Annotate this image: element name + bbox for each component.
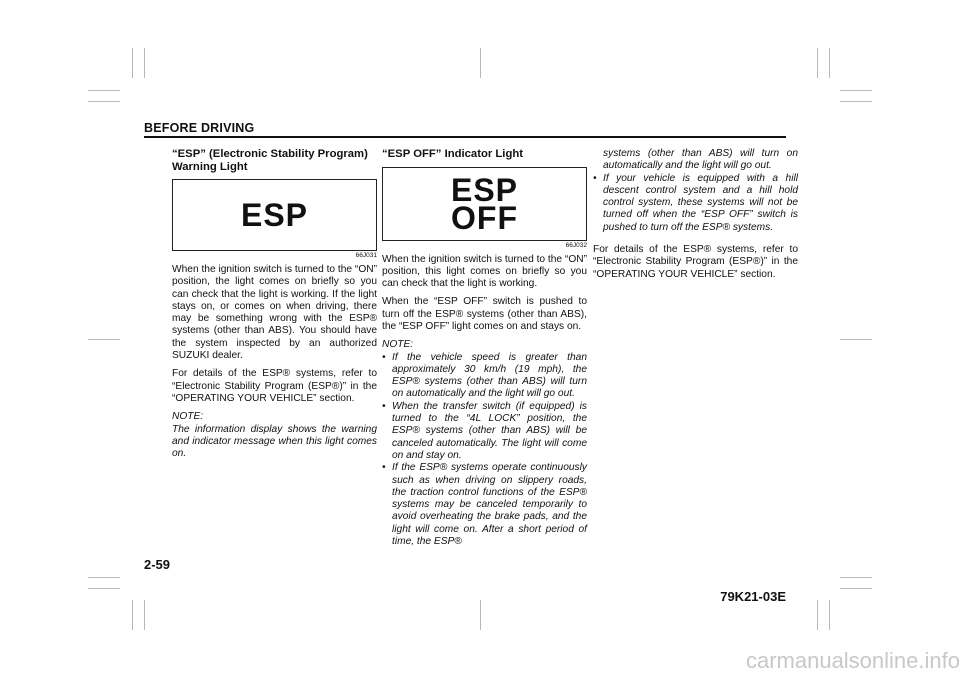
figure-code: 66J031	[355, 252, 377, 259]
note-bullet-list	[593, 148, 798, 234]
crop-mark	[829, 600, 830, 630]
watermark: carmanualsonline.info	[745, 648, 960, 673]
esp-off-symbol-line1: ESP	[450, 171, 519, 208]
note-label: NOTE:	[172, 411, 204, 423]
crop-mark	[840, 90, 872, 91]
figure-code: 66J032	[565, 241, 587, 249]
esp-off-heading: “ESP OFF” Indicator Light	[382, 148, 524, 160]
header-rule	[144, 136, 786, 138]
list-item: • If the vehicle speed is greater than approximately 30 km/h (19 mph), the ESP® systems (other than ABS) will turn on automatically and the light will go out.	[382, 351, 587, 400]
crop-mark	[480, 48, 481, 78]
column-esp-off	[382, 148, 587, 548]
note-text: The information display shows the warning and indicator message when this light comes on.	[172, 423, 377, 460]
list-item: • When the transfer switch (if equipped) is turned to the “4L LOCK” position, the ESP® systems (other than ABS) will be canceled automatically. The light will come on and stay on.	[382, 400, 587, 461]
list-item: • If the ESP® systems operate continuously such as when driving on slippery roads, the traction control functions of the ESP® systems may be canceled temporarily to avoid overheating the brake pads, and the light will come on. After a short period of time, the ESP®	[382, 462, 587, 548]
crop-mark	[817, 600, 818, 630]
column-esp-warning	[172, 148, 377, 460]
paragraph: When the ignition switch is turned to the “ON” position, the light comes on briefly so you can check that the light is working. If the light stays on, or comes on when driving, there may be something wrong with the ESP® systems (other than ABS). You should have the system inspected by an authorized SUZUKI dealer.	[172, 264, 377, 362]
esp-symbol: ESP	[240, 197, 309, 233]
esp-warning-light-figure	[172, 179, 377, 251]
crop-mark	[840, 577, 872, 578]
crop-mark	[88, 90, 120, 91]
crop-mark	[840, 339, 872, 340]
crop-mark	[144, 48, 145, 78]
esp-off-symbol	[450, 171, 519, 236]
crop-mark	[817, 48, 818, 78]
crop-mark	[840, 101, 872, 102]
note-bullet-list	[382, 352, 587, 549]
crop-mark	[88, 101, 120, 102]
esp-warning-heading: “ESP” (Electronic Stability Program) Warning Light	[172, 148, 368, 173]
list-item: • If your vehicle is equipped with a hill descent control system and a hill hold control system, these systems will not be turned off when the “ESP OFF” switch is pushed to turn off the ESP® systems.	[593, 172, 798, 233]
crop-mark	[88, 577, 120, 578]
column-continued	[593, 148, 798, 287]
bullet-text: If your vehicle is equipped with a hill descent control system and a hill hold control system, these systems will not be turned off when the “ESP OFF” switch is pushed to turn off the ESP® systems.	[603, 172, 798, 233]
paragraph: When the ignition switch is turned to the “ON” position, this light comes on briefly so you can check that the light is working.	[382, 253, 587, 290]
list-item-continuation	[593, 148, 798, 173]
bullet-text: If the ESP® systems operate continuously such as when driving on slippery roads, the traction control functions of the ESP® systems may be canceled temporarily to avoid overheating the brake pads, and the light will come on. After a short period of time, the ESP®	[392, 462, 587, 548]
crop-mark	[88, 588, 120, 589]
crop-mark	[840, 588, 872, 589]
section-title: BEFORE DRIVING	[144, 121, 255, 135]
bullet-text: If the vehicle speed is greater than approximately 30 km/h (19 mph), the ESP® systems (other than ABS) will turn on automatically and the light will go out.	[392, 351, 587, 400]
paragraph: For details of the ESP® systems, refer to “Electronic Stability Program (ESP®)” in the “OPERATING YOUR VEHICLE” section.	[172, 368, 377, 404]
crop-mark	[480, 600, 481, 630]
paragraph: When the “ESP OFF” switch is pushed to turn off the ESP® systems (other than ABS), the “ESP OFF” light comes on and stays on.	[382, 296, 587, 332]
esp-off-symbol-line2: OFF	[451, 199, 518, 236]
esp-off-light-figure	[382, 167, 587, 241]
crop-mark	[829, 48, 830, 78]
note-label: NOTE:	[382, 339, 414, 351]
document-code: 79K21-03E	[720, 589, 786, 604]
paragraph: For details of the ESP® systems, refer to “Electronic Stability Program (ESP®)” in the “OPERATING YOUR VEHICLE” section.	[593, 244, 798, 280]
crop-mark	[144, 600, 145, 630]
crop-mark	[132, 600, 133, 630]
page-number: 2-59	[144, 557, 171, 572]
bullet-text: systems (other than ABS) will turn on automatically and the light will go out.	[603, 148, 798, 172]
crop-mark	[132, 48, 133, 78]
bullet-text: When the transfer switch (if equipped) is turned to the “4L LOCK” position, the ESP® systems (other than ABS) will be canceled automatically. The light will come on and stay on.	[392, 400, 587, 461]
crop-mark	[88, 339, 120, 340]
